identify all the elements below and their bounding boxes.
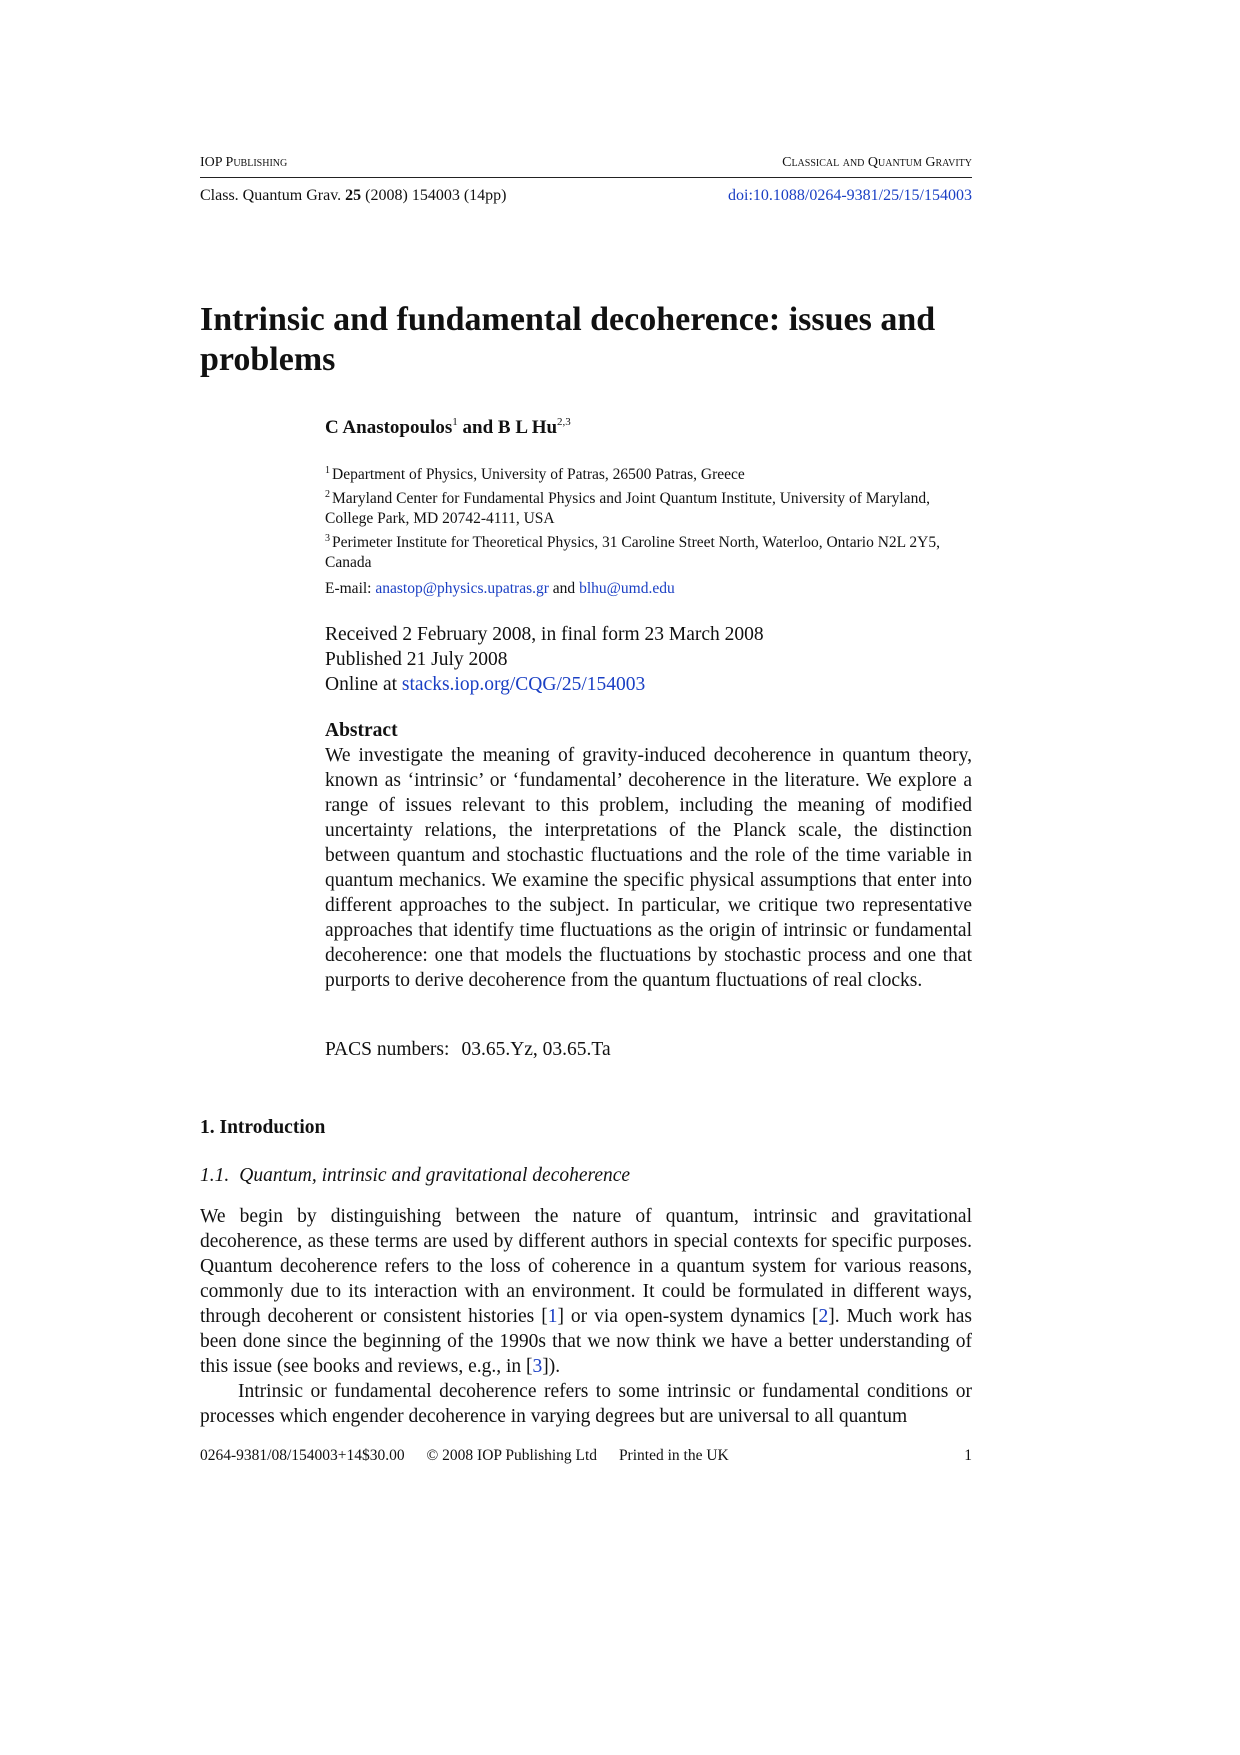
received-date: Received 2 February 2008, in final form 23 March 2008 [325,624,764,645]
online-link[interactable]: stacks.iop.org/CQG/25/154003 [401,674,646,695]
paragraph: We begin by distinguishing between the nature of quantum, intrinsic and gravitational decoherence, as these terms are used by different authors in special contexts for specific purposes. Quantum decoherence refers to the loss of coherence in a quantum system for various reasons, commonly due to its interaction with an environment. It could be formulated in different ways, through decoherent or consistent histories [1] or via open-system dynamics [2]. Much work has been done since the beginning of the 1990s that we now think we have a better understanding of this issue (see books and reviews, e.g., in [3]). [200,1206,973,1377]
issn-price: 0264-9381/08/154003+14$30.00 [200,1447,405,1464]
abstract-text: We investigate the meaning of gravity-induced decoherence in quantum theory, known as ‘intrinsic’ or ‘fundamental’ decoherence in the literature. We explore a range of issues relevant to this problem, including the meaning of modified uncertainty relations, the interpretations of the Planck scale, the distinction between quantum and stochastic fluctuations and the role of the time variable in quantum mechanics. We examine the specific physical assumptions that enter into different approaches to the subject. In particular, we critique two representative approaches that identify time fluctuations as the origin of intrinsic or fundamental decoherence: one that models the fluctuations by stochastic process and one that purports to derive decoherence from the quantum fluctuations of real clocks. [325,745,972,991]
affiliation-item: $^1$ Department of Physics, University of Patras, 26500 Patras, Greece [325,465,745,483]
abstract-heading: Abstract [325,720,398,741]
email-line: E-mail: anastop@physics.upatras.gr and blhu@umd.edu [325,580,675,597]
publication-dates [325,622,764,697]
affiliation-item: $^2$ Maryland Center for Fundamental Physics and Joint Quantum Institute, University of Maryland, College Park, MD 20742-4111, USA [325,489,930,527]
pacs-numbers: PACS numbers: 03.65.Yz, 03.65.Ta [325,1039,611,1060]
citation-ref[interactable]: 2 [818,1306,829,1327]
doi-link[interactable]: doi:10.1088/0264-9381/25/15/154003 [728,187,972,204]
citation-ref[interactable]: 1 [547,1306,558,1327]
page-number: 1 [964,1447,972,1464]
publisher-name: IOP Publishing [200,155,288,170]
citation: Class. Quantum Grav. 25 (2008) 154003 (14pp) [200,187,507,204]
email-link[interactable]: blhu@umd.edu [579,580,675,597]
running-header [200,155,972,171]
affiliations [325,461,965,573]
published-date: Published 21 July 2008 [325,649,508,670]
paragraph: Intrinsic or fundamental decoherence refers to some intrinsic or fundamental conditions or processes which engender decoherence in varying degrees but are universal to all quantum [200,1381,972,1427]
body-text [200,1204,972,1429]
author-name: C Anastopoulos [325,417,453,438]
author-affiliation-mark: 2,3 [557,416,571,428]
citation-volume: 25 [345,187,362,204]
author-name: B L Hu [497,417,558,438]
citation-ref[interactable]: 3 [532,1356,543,1377]
printed-in: Printed in the UK [618,1447,729,1464]
copyright: © 2008 IOP Publishing Ltd [426,1447,598,1464]
author-affiliation-mark: 1 [452,416,458,428]
author-list: C Anastopoulos$^1$ and B L Hu$^{2,3}$ [325,416,571,438]
email-link[interactable]: anastop@physics.upatras.gr [375,580,549,597]
online-line: Online at stacks.iop.org/CQG/25/154003 [325,674,646,695]
header-rule [200,177,972,178]
paper-title: Intrinsic and fundamental decoherence: issues and problems [200,301,936,378]
subsection-heading: 1.1. Quantum, intrinsic and gravitational decoherence [200,1165,631,1186]
section-heading: 1. Introduction [200,1117,326,1138]
affiliation-item: $^3$ Perimeter Institute for Theoretical Physics, 31 Caroline Street North, Waterloo, Ontario N2L 2Y5, Canada [325,533,940,571]
page-footer [200,1447,972,1465]
abstract [325,718,972,993]
journal-name: Classical and Quantum Gravity [782,155,972,170]
citation-line [200,187,972,205]
